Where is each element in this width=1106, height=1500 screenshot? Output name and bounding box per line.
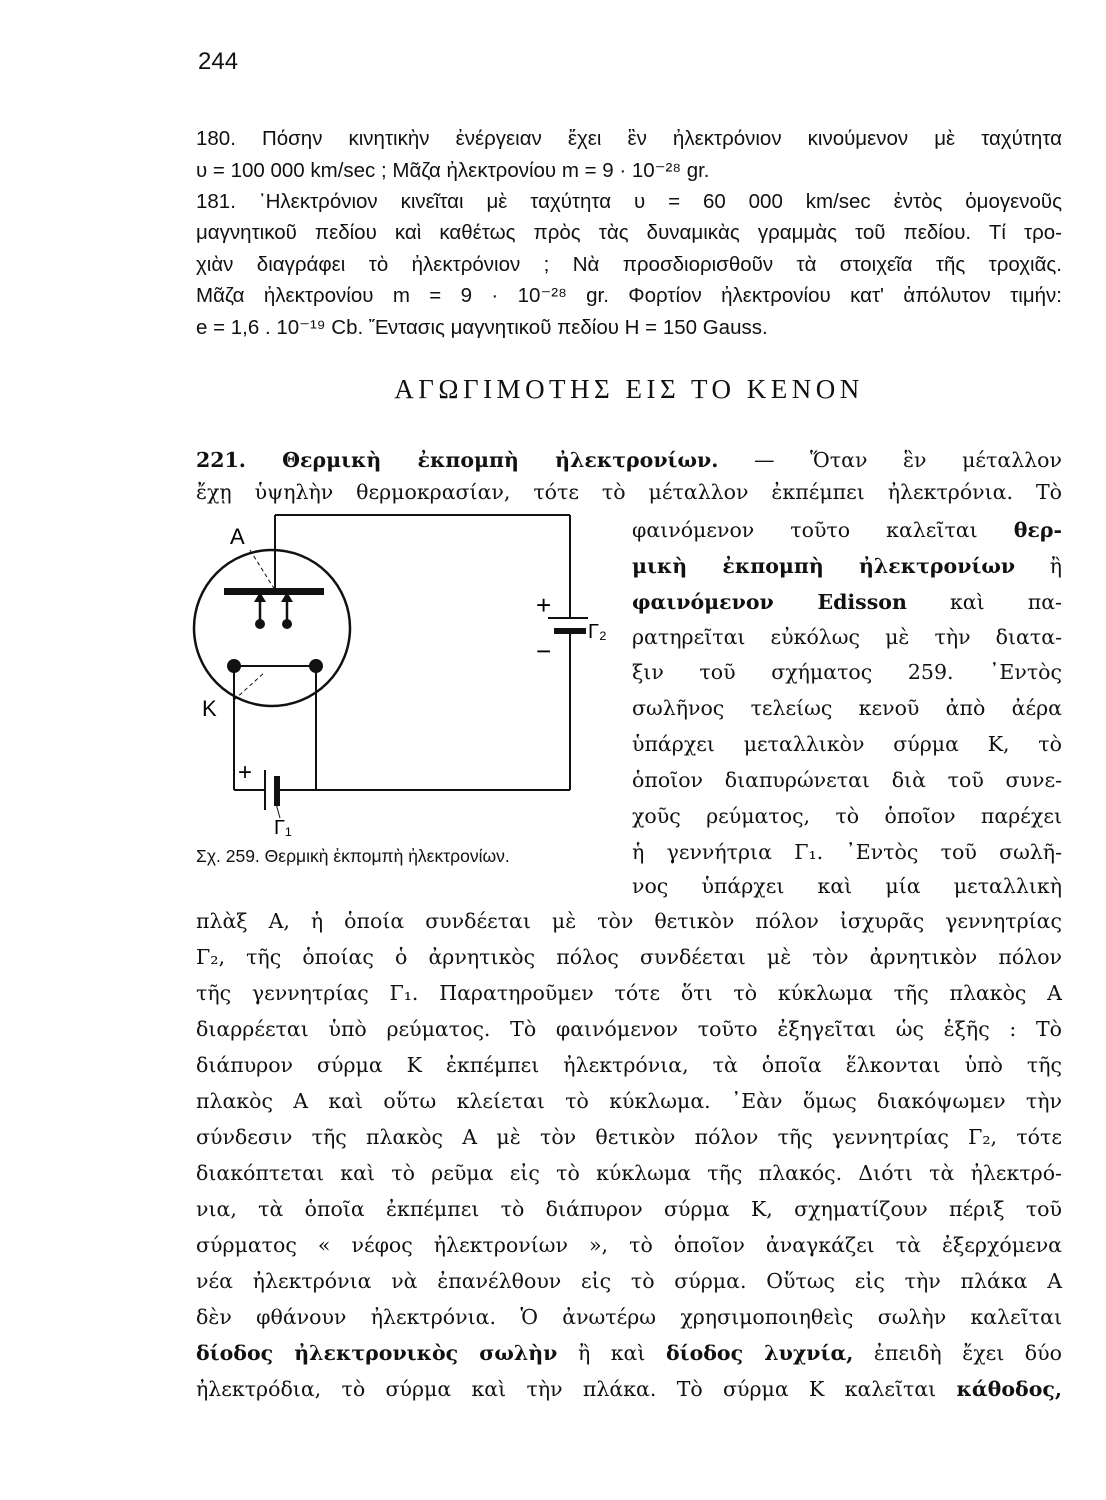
paragraph-line: τῆς γεννητρίας Γ₁. Παρατηροῦμεν τότε ὅτι τὸ κύκλωμα τῆς πλακὸς A (196, 981, 1062, 1005)
paragraph-line: νια, τὰ ὁποῖα ἐκπέμπει τὸ διάπυρον σύρμα K, σχηματίζουν πέριξ τοῦ (196, 1197, 1062, 1221)
paragraph-line: πλακὸς A καὶ οὕτω κλείεται τὸ κύκλωμα. ᾿Εὰν ὅμως διακόψωμεν τὴν (196, 1089, 1062, 1113)
paragraph-line: διακόπτεται καὶ τὸ ρεῦμα εἰς τὸ κύκλωμα τῆς πλακός. Διότι τὰ ἠλεκτρό- (196, 1161, 1062, 1185)
paragraph-line: φαινόμενον Edisson καὶ πα- (632, 590, 1062, 614)
problem-180-line-1: 180. Πόσην κινητικὴν ἐνέργειαν ἔχει ἓν ἠλεκτρόνιον κινούμενον μὲ ταχύτητα (196, 127, 1062, 150)
paragraph-line: σωλῆνος τελείως κενοῦ ἀπὸ ἀέρα (632, 696, 1062, 720)
vacuum-tube-envelope (194, 550, 350, 706)
diode-circuit-diagram (190, 500, 630, 840)
paragraph-line: ἔχῃ ὑψηλὴν θερμοκρασίαν, τότε τὸ μέταλλον ἐκπέμπει ἠλεκτρόνια. Τὸ (196, 480, 1062, 504)
problem-181-line-3: χιὰν διαγράφει τὸ ἠλεκτρόνιον ; Νὰ προσδιορισθοῦν τὰ στοιχεῖα τῆς τροχιᾶς. (196, 253, 1062, 276)
paragraph-line: διάπυρον σύρμα K ἐκπέμπει ἠλεκτρόνια, τὰ ὁποῖα ἕλκονται ὑπὸ τῆς (196, 1053, 1062, 1077)
problem-181-line-5: e = 1,6 . 10⁻¹⁹ Cb. Ἔντασις μαγνητικοῦ πεδίου H = 150 Gauss. (196, 316, 768, 339)
paragraph-line: Γ₂, τῆς ὁποίας ὁ ἀρνητικὸς πόλος συνδέεται μὲ τὸν ἀρνητικὸν πόλον (196, 945, 1062, 969)
label-g2: Γ₂ (588, 621, 607, 643)
paragraph-title: 221. Θερμικὴ ἐκπομπὴ ἠλεκτρονίων. (196, 448, 719, 472)
paragraph-line: ὁποῖον διαπυρώνεται διὰ τοῦ συνε- (632, 768, 1062, 792)
filament-pointer-line (234, 672, 265, 700)
paragraph-line: φαινόμενον τοῦτο καλεῖται θερ- (632, 518, 1062, 542)
section-heading: ΑΓΩΓΙΜΟΤΗΣ ΕΙΣ ΤΟ ΚΕΝΟΝ (394, 374, 864, 404)
paragraph-line: χοῦς ρεύματος, τὸ ὁποῖον παρέχει (632, 804, 1062, 828)
page-number: 244 (198, 48, 239, 75)
paragraph-line: νέα ἠλεκτρόνια νὰ ἐπανέλθουν εἰς τὸ σύρμα. Οὕτως εἰς τὴν πλάκα A (196, 1269, 1062, 1293)
battery-g2-short-plate (554, 628, 586, 634)
problem-181-line-2: μαγνητικοῦ πεδίου καὶ καθέτως πρὸς τὰς δυναμικὰς γραμμὰς τοῦ πεδίου. Τί τρο- (196, 221, 1062, 244)
paragraph-line: σύνδεσιν τῆς πλακὸς A μὲ τὸν θετικὸν πόλον τῆς γεννητρίας Γ₂, τότε (196, 1125, 1062, 1149)
battery-g1-short-plate (274, 776, 280, 806)
paragraph-line: πλὰξ A, ἡ ὁποία συνδέεται μὲ τὸν θετικὸν πόλον ἰσχυρᾶς γεννητρίας (196, 909, 1062, 933)
electron-dot-left (255, 619, 265, 629)
paragraph-line: σύρματος « νέφος ἠλεκτρονίων », τὸ ὁποῖον ἀναγκάζει τὰ ἐξερχόμενα (196, 1233, 1062, 1257)
label-plate-a: A (230, 524, 245, 549)
paragraph-line: 221. Θερμικὴ ἐκπομπὴ ἠλεκτρονίων. — Ὅταν ἓν μέταλλον (196, 448, 1062, 472)
filament-terminal-left (227, 659, 241, 673)
paragraph-line: ὑπάρχει μεταλλικὸν σύρμα K, τὸ (632, 732, 1062, 756)
paragraph-line: μικὴ ἐκπομπὴ ἠλεκτρονίων ἢ (632, 554, 1062, 578)
label-g1-plus: + (238, 759, 253, 786)
plate-a (224, 588, 324, 595)
paragraph-line: νος ὑπάρχει καὶ μία μεταλλικὴ (632, 874, 1062, 898)
paragraph-line: ξιν τοῦ σχήματος 259. ᾿Εντὸς (632, 660, 1062, 684)
paragraph-line: διαρρέεται ὑπὸ ρεύματος. Τὸ φαινόμενον τοῦτο ἐξηγεῖται ὡς ἑξῆς : Τὸ (196, 1017, 1062, 1041)
label-g2-plus: + (536, 590, 552, 620)
figure-caption: Σχ. 259. Θερμικὴ ἐκπομπὴ ἠλεκτρονίων. (196, 846, 510, 866)
problem-181-line-4: Μᾶζα ἠλεκτρονίου m = 9 · 10⁻²⁸ gr. Φορτίον ἠλεκτρονίου κατ' ἀπόλυτον τιμήν: (196, 284, 1062, 307)
paragraph-line: ἡ γεννήτρια Γ₁. ᾿Εντὸς τοῦ σωλῆ- (632, 840, 1062, 864)
plate-pointer-line (250, 550, 275, 590)
paragraph-line: δίοδος ἠλεκτρονικὸς σωλὴν ἢ καὶ δίοδος λυχνία, ἐπειδὴ ἔχει δύο (196, 1341, 1062, 1365)
label-filament-k: K (202, 696, 217, 721)
label-g1: Γ₁ (274, 817, 292, 839)
problem-180-line-2: υ = 100 000 km/sec ; Μᾶζα ἠλεκτρονίου m = 9 · 10⁻²⁸ gr. (196, 159, 710, 182)
label-g2-minus: − (536, 636, 552, 666)
filament-terminal-right (309, 659, 323, 673)
paragraph-line: δὲν φθάνουν ἠλεκτρόνια. Ὁ ἀνωτέρω χρησιμοποιηθεὶς σωλὴν καλεῖται (196, 1305, 1062, 1329)
paragraph-line: ρατηρεῖται εὐκόλως μὲ τὴν διατα- (632, 625, 1062, 649)
electron-dot-right (282, 619, 292, 629)
paragraph-line: ἠλεκτρόδια, τὸ σύρμα καὶ τὴν πλάκα. Τὸ σύρμα K καλεῖται κάθοδος, (196, 1377, 1062, 1401)
problem-181-line-1: 181. ᾿Ηλεκτρόνιον κινεῖται μὲ ταχύτητα υ = 60 000 km/sec ἐντὸς ὁμογενοῦς (196, 190, 1062, 213)
